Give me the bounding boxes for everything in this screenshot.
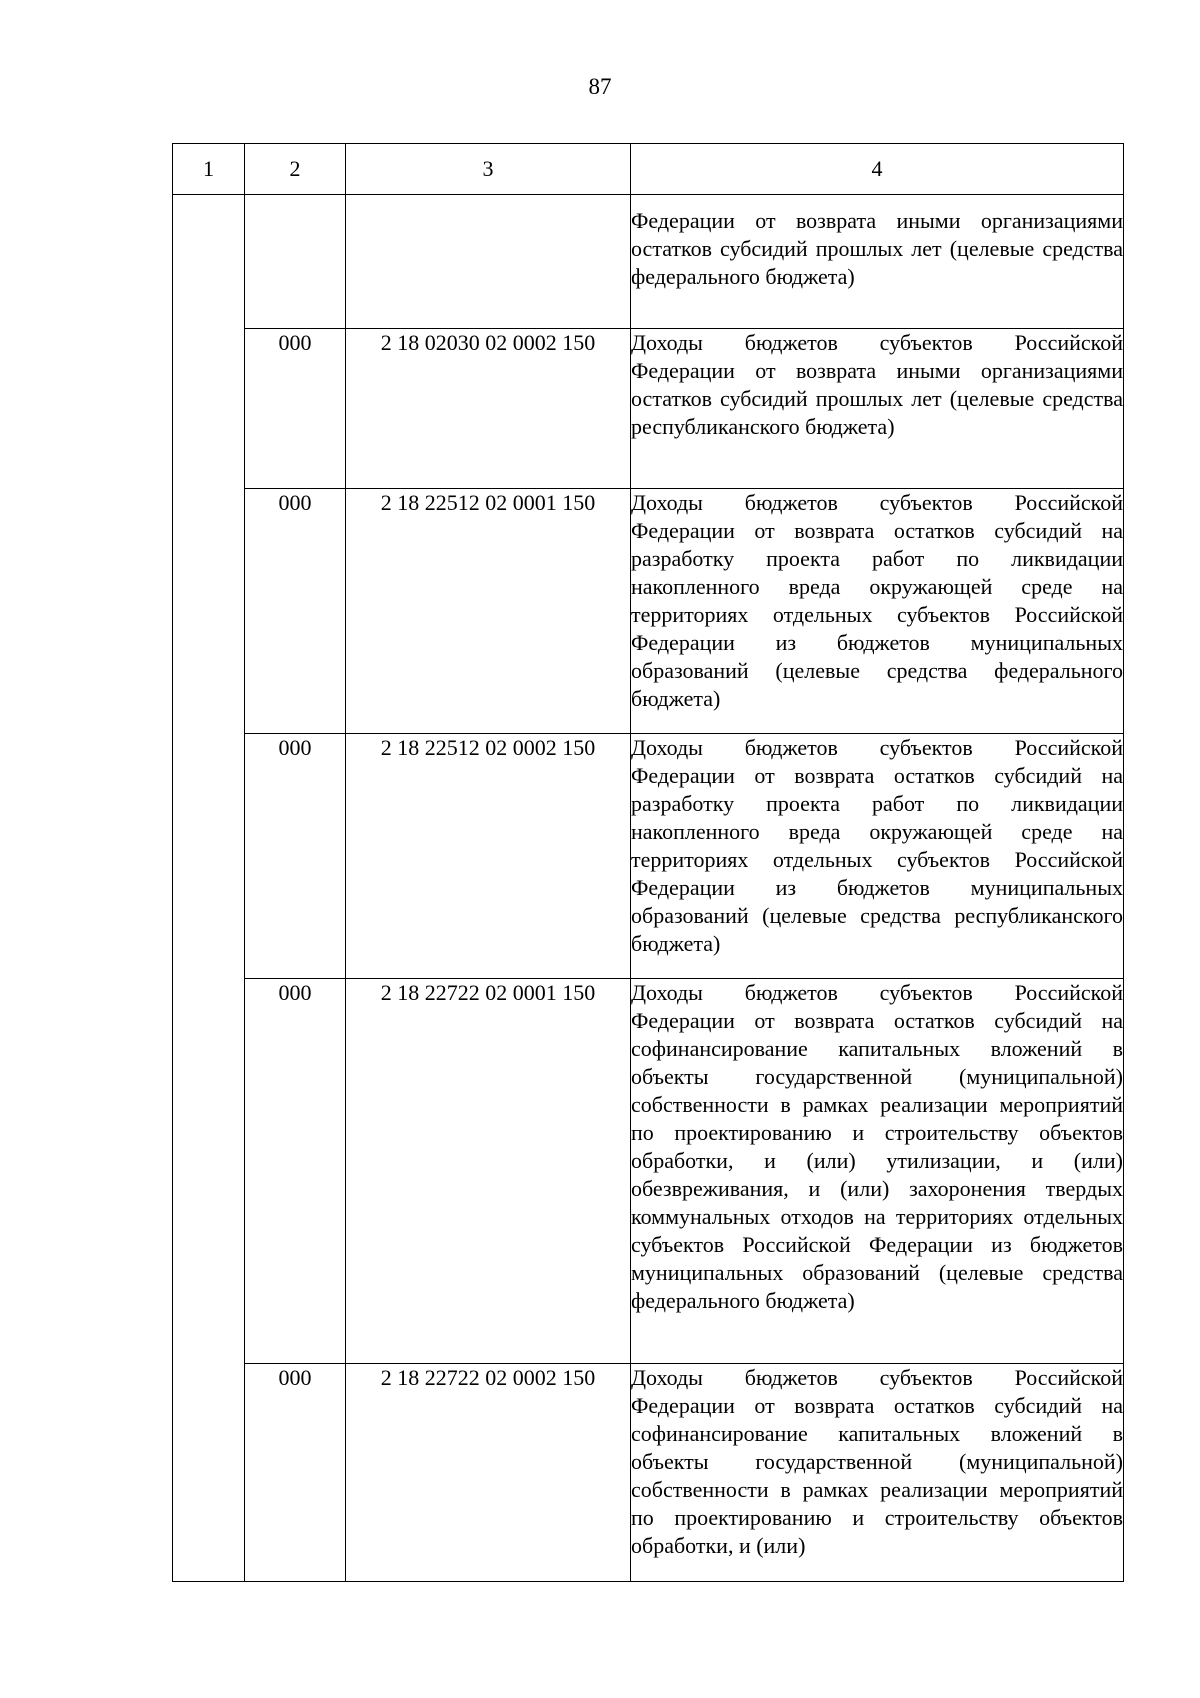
budget-code-cell: 2 18 22722 02 0001 150 — [346, 979, 631, 1364]
description-text: Доходы бюджетов субъектов Российской Федерации от возврата иными организациями остатков субсидий прошлых лет (целевые средства республиканского бюджета) — [631, 330, 1123, 439]
table-row — [173, 329, 1124, 489]
description-text: Федерации от возврата иными организациями остатков субсидий прошлых лет (целевые средства федерального бюджета) — [631, 208, 1123, 289]
admin-code-cell — [245, 195, 346, 329]
table-header-row — [173, 144, 1124, 195]
description-cell — [631, 329, 1124, 489]
admin-code-cell: 000 — [245, 734, 346, 979]
header-col-1: 1 — [173, 144, 245, 195]
page-number: 87 — [588, 74, 612, 99]
description-text: Доходы бюджетов субъектов Российской Федерации от возврата остатков субсидий на разработку проекта работ по ликвидации накопленного вреда окружающей среде на территориях отдельных субъектов Российской Федерации из бюджетов муниципальных образований (целевые средства республиканского бюджета) — [631, 735, 1123, 956]
admin-code-cell: 000 — [245, 329, 346, 489]
description-text: Доходы бюджетов субъектов Российской Федерации от возврата остатков субсидий на софинансирование капитальных вложений в объекты государственной (муниципальной) собственности в рамках реализации мероприятий по проектированию и строительству объектов обработки, и (или) утилизации, и (или) обезвреживания, и (или) захоронения твердых коммунальных отходов на территориях отдельных субъектов Российской Федерации из бюджетов муниципальных образований (целевые средства федерального бюджета) — [631, 980, 1123, 1313]
table-row — [173, 734, 1124, 979]
header-col-2: 2 — [245, 144, 346, 195]
column-1-cell — [173, 195, 245, 1582]
description-text: Доходы бюджетов субъектов Российской Федерации от возврата остатков субсидий на разработку проекта работ по ликвидации накопленного вреда окружающей среде на территориях отдельных субъектов Российской Федерации из бюджетов муниципальных образований (целевые средства федерального бюджета) — [631, 490, 1123, 711]
description-cell — [631, 1364, 1124, 1582]
budget-codes-table — [172, 143, 1124, 1582]
header-col-3: 3 — [346, 144, 631, 195]
description-cell — [631, 734, 1124, 979]
admin-code-cell: 000 — [245, 1364, 346, 1582]
admin-code-cell: 000 — [245, 979, 346, 1364]
table-row — [173, 1364, 1124, 1582]
budget-code-cell: 2 18 22512 02 0001 150 — [346, 489, 631, 734]
table-row — [173, 979, 1124, 1364]
description-text: Доходы бюджетов субъектов Российской Федерации от возврата остатков субсидий на софинансирование капитальных вложений в объекты государственной (муниципальной) собственности в рамках реализации мероприятий по проектированию и строительству объектов обработки, и (или) — [631, 1365, 1123, 1558]
description-cell — [631, 195, 1124, 329]
description-cell — [631, 489, 1124, 734]
table-row — [173, 195, 1124, 329]
header-col-4: 4 — [631, 144, 1124, 195]
budget-code-cell — [346, 195, 631, 329]
description-cell — [631, 979, 1124, 1364]
admin-code-cell: 000 — [245, 489, 346, 734]
table-row — [173, 489, 1124, 734]
budget-code-cell: 2 18 22722 02 0002 150 — [346, 1364, 631, 1582]
budget-code-cell: 2 18 22512 02 0002 150 — [346, 734, 631, 979]
budget-code-cell: 2 18 02030 02 0002 150 — [346, 329, 631, 489]
